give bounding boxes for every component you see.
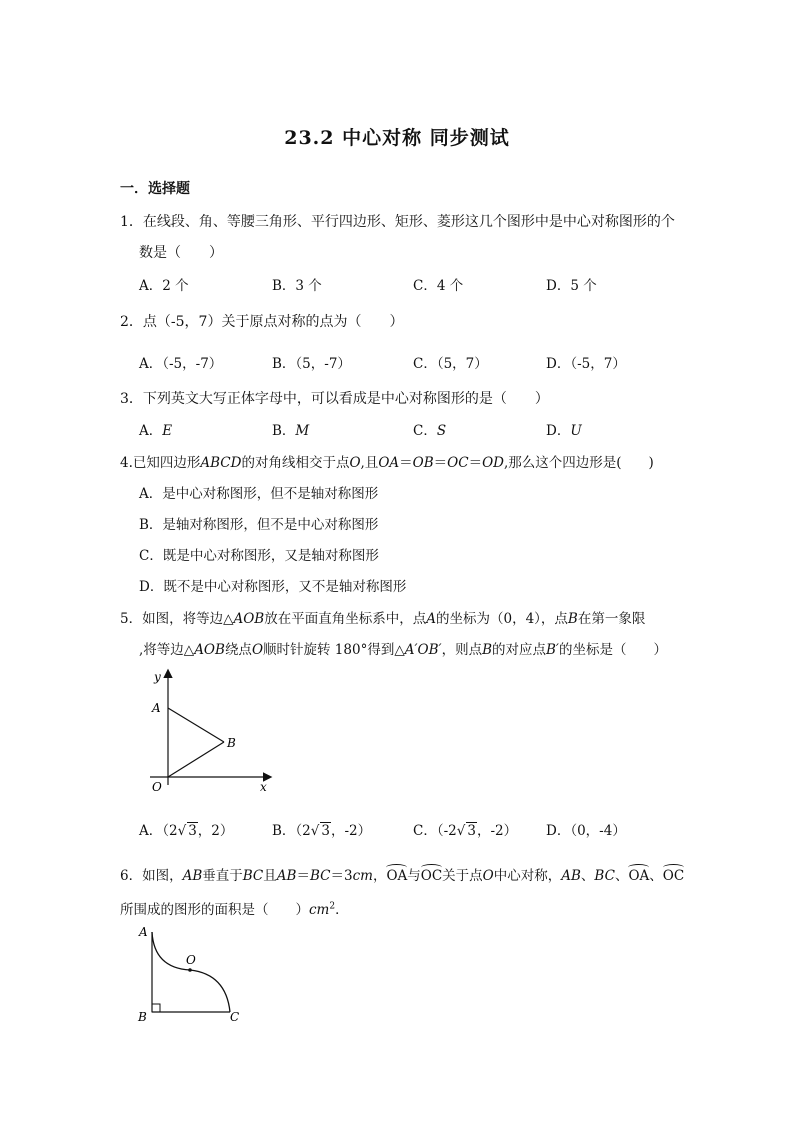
question-6-figure (130, 922, 250, 1027)
question-3-option-d: D．U (546, 423, 582, 439)
question-4-option-d: D．既不是中心对称图形，又不是轴对称图形 (139, 579, 407, 595)
y-axis-label: y (154, 670, 161, 684)
question-4-option-c: C．既是中心对称图形，又是轴对称图形 (139, 548, 379, 564)
point-b-label: B (138, 1010, 147, 1024)
section-heading: 一．选择题 (120, 181, 190, 197)
origin-label: O (152, 780, 162, 794)
point-a-label: A (152, 701, 161, 715)
arc-oa (152, 932, 190, 970)
question-2-stem: 2．点（-5，7）关于原点对称的点为（ ） (120, 314, 404, 330)
point-a-label: A (139, 925, 148, 939)
right-angle-mark (152, 1004, 160, 1012)
question-5-figure (130, 665, 280, 795)
question-4-stem: 4.已知四边形ABCD的对角线相交于点O,且OA＝OB＝OC＝OD,那么这个四边形是( ) (120, 455, 654, 471)
point-b-label: B (227, 736, 236, 750)
triangle-side-ob (168, 742, 224, 777)
question-5-stem-line2: ,将等边△AOB绕点O顺时针旋转 180°得到△A′OB′，则点B的对应点B′的坐标是（ ） (139, 642, 668, 658)
question-1-stem-line1: 1．在线段、角、等腰三角形、平行四边形、矩形、菱形这几个图形中是中心对称图形的个 (120, 214, 675, 230)
arc-oc (190, 970, 230, 1012)
question-2-option-d: D．（-5，7） (546, 356, 626, 372)
x-axis-label: x (260, 780, 267, 794)
question-5-option-b: B．（2√ 3，-2） (272, 823, 372, 839)
question-3-stem: 3．下列英文大写正体字母中，可以看成是中心对称图形的是（ ） (120, 391, 549, 407)
page-title: 23.2 中心对称 同步测试 (284, 127, 510, 149)
question-1-option-a: A．2 个 (139, 278, 189, 294)
question-2-option-c: C．（5，7） (413, 356, 488, 372)
question-1-option-c: C．4 个 (413, 278, 464, 294)
question-1-stem-line2: 数是（ ） (139, 245, 223, 261)
question-1-option-d: D．5 个 (546, 278, 597, 294)
question-5-stem-line1: 5．如图，将等边△AOB放在平面直角坐标系中，点A的坐标为（0，4），点B在第一象限 (120, 611, 646, 627)
point-o (188, 968, 192, 972)
question-2-option-a: A．（-5，-7） (139, 356, 223, 372)
question-3-option-a: A．E (139, 423, 173, 439)
triangle-side-ab (168, 708, 224, 742)
question-6-stem-line2: 所围成的图形的面积是（ ）$cm^2$． (120, 901, 349, 918)
point-o-label: O (186, 953, 196, 967)
question-3-option-b: B．M (272, 423, 310, 439)
question-5-option-d: D．（0，-4） (546, 823, 626, 839)
point-c-label: C (230, 1010, 240, 1024)
question-2-option-b: B．（5，-7） (272, 356, 351, 372)
question-1-option-b: B．3 个 (272, 278, 322, 294)
question-3-option-c: C．S (413, 423, 447, 439)
question-5-option-c: C．（-2√ 3，-2） (413, 823, 518, 839)
question-5-option-a: A．（2√ 3，2） (139, 823, 234, 839)
question-6-stem-line1: 6．如图，AB垂直于BC且AB＝BC＝3cm，OA与OC关于点O中心对称，AB、BC、OA、OC (120, 868, 685, 884)
question-4-option-b: B．是轴对称图形，但不是中心对称图形 (139, 517, 379, 533)
question-4-option-a: A．是中心对称图形，但不是轴对称图形 (139, 486, 379, 502)
